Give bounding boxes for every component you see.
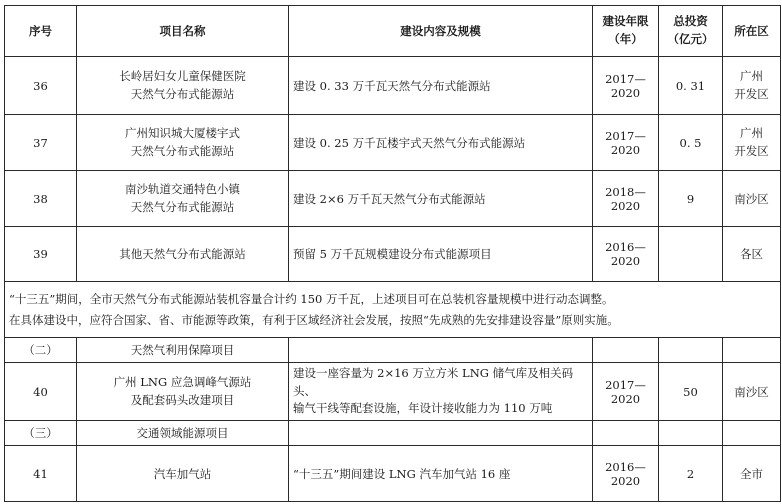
- row-years: 2018—2020: [593, 171, 659, 227]
- table-row: [5, 363, 781, 421]
- row-years: 2016—2020: [593, 446, 659, 502]
- project-table: [4, 5, 781, 502]
- row-content: “十三五”期间建设 LNG 汽车加气站 16 座: [289, 446, 593, 502]
- empty-cell: [289, 421, 593, 446]
- section-title: 天然气利用保障项目: [77, 338, 289, 363]
- row-seq: 37: [5, 115, 77, 171]
- empty-cell: [593, 421, 659, 446]
- row-name: 南沙轨道交通特色小镇 天然气分布式能源站: [77, 171, 289, 227]
- row-content: 建设 0. 33 万千瓦天然气分布式能源站: [289, 57, 593, 115]
- empty-cell: [659, 421, 723, 446]
- header-district: 所在区: [723, 6, 781, 57]
- row-years: 2017—2020: [593, 363, 659, 421]
- header-content: 建设内容及规模: [289, 6, 593, 57]
- empty-cell: [289, 338, 593, 363]
- row-name: 广州知识城大厦楼宇式 天然气分布式能源站: [77, 115, 289, 171]
- table-row: [5, 171, 781, 227]
- section-row: [5, 421, 781, 446]
- row-invest: 0. 5: [659, 115, 723, 171]
- section-seq: （三）: [5, 421, 77, 446]
- row-years: 2017—2020: [593, 115, 659, 171]
- section-seq: （二）: [5, 338, 77, 363]
- row-years: 2016—2020: [593, 227, 659, 282]
- row-district: 南沙区: [723, 171, 781, 227]
- header-years: 建设年限 （年）: [593, 6, 659, 57]
- note-row: [5, 282, 781, 338]
- row-district: 广州 开发区: [723, 57, 781, 115]
- note-line-1: “十三五”期间，全市天然气分布式能源站装机容量合计约 150 万千瓦，上述项目可在总装机容量规模中进行动态调整。: [9, 292, 614, 307]
- row-name: 其他天然气分布式能源站: [77, 227, 289, 282]
- row-seq: 36: [5, 57, 77, 115]
- row-invest: [659, 227, 723, 282]
- row-years: 2017—2020: [593, 57, 659, 115]
- row-seq: 39: [5, 227, 77, 282]
- header-row: [5, 6, 781, 57]
- table-row: [5, 115, 781, 171]
- row-name: 广州 LNG 应急调峰气源站 及配套码头改建项目: [77, 363, 289, 421]
- section-title: 交通领域能源项目: [77, 421, 289, 446]
- table-row: [5, 446, 781, 502]
- row-seq: 41: [5, 446, 77, 502]
- row-seq: 38: [5, 171, 77, 227]
- row-content: 预留 5 万千瓦规模建设分布式能源项目: [289, 227, 593, 282]
- empty-cell: [593, 338, 659, 363]
- header-invest: 总投资 （亿元）: [659, 6, 723, 57]
- row-invest: 2: [659, 446, 723, 502]
- note-line-2: 在具体建设中，应符合国家、省、市能源等政策，有利于区域经济社会发展，按照“先成熟的先安排建设容量”原则实施。: [9, 312, 619, 327]
- row-district: 广州 开发区: [723, 115, 781, 171]
- row-content: 建设 0. 25 万千瓦楼宇式天然气分布式能源站: [289, 115, 593, 171]
- row-name: 汽车加气站: [77, 446, 289, 502]
- row-district: 南沙区: [723, 363, 781, 421]
- empty-cell: [723, 338, 781, 363]
- section-row: [5, 338, 781, 363]
- header-name: 项目名称: [77, 6, 289, 57]
- table-row: [5, 57, 781, 115]
- note-cell: [5, 282, 781, 338]
- table-row: [5, 227, 781, 282]
- row-content: 建设 2×6 万千瓦天然气分布式能源站: [289, 171, 593, 227]
- row-seq: 40: [5, 363, 77, 421]
- row-district: 各区: [723, 227, 781, 282]
- row-district: 全市: [723, 446, 781, 502]
- row-content: 建设一座容量为 2×16 万立方米 LNG 储气库及相关码头、 输气干线等配套设施，年设计接收能力为 110 万吨: [289, 363, 593, 421]
- row-invest: 50: [659, 363, 723, 421]
- row-name: 长岭居妇女儿童保健医院 天然气分布式能源站: [77, 57, 289, 115]
- row-invest: 0. 31: [659, 57, 723, 115]
- header-seq: 序号: [5, 6, 77, 57]
- row-invest: 9: [659, 171, 723, 227]
- empty-cell: [659, 338, 723, 363]
- empty-cell: [723, 421, 781, 446]
